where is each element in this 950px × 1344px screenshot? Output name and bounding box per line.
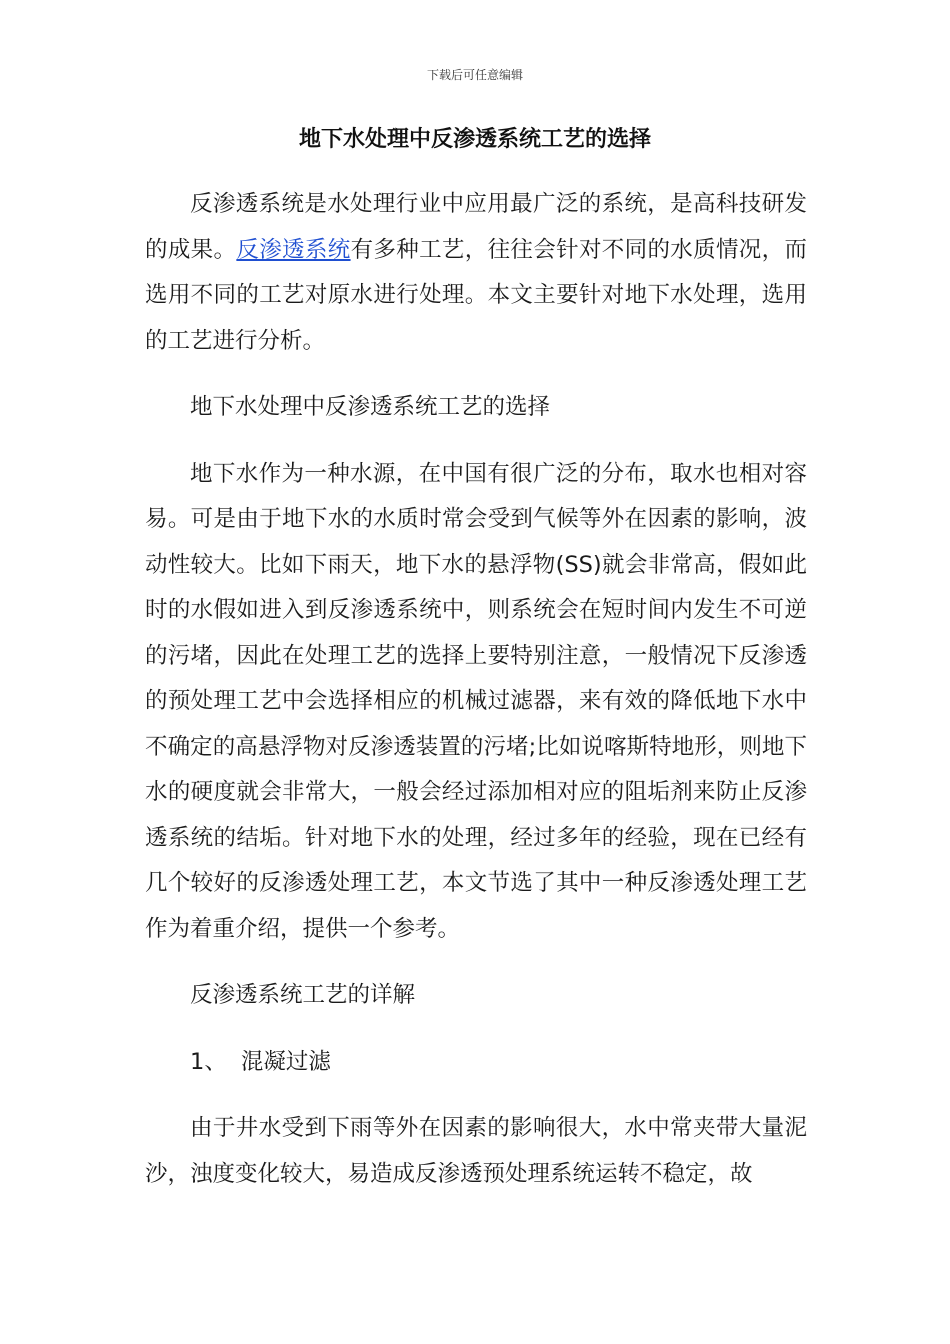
header-note: 下载后可任意编辑 <box>426 68 523 82</box>
intro-text-before-link: 反渗透系统是水处理行业中应用最广泛的系统，是高科技研发的成果。 <box>145 191 807 263</box>
list-item-number: 1、 <box>190 1048 227 1075</box>
section-heading-selection: 地下水处理中反渗透系统工艺的选择 <box>190 394 551 420</box>
coagulation-paragraph: 由于井水受到下雨等外在因素的影响很大，水中常夹带大量泥沙，浊度变化较大，易造成反渗透预处理系统运转不稳定，故 <box>145 1115 807 1187</box>
intro-paragraph <box>145 182 807 364</box>
document-title: 地下水处理中反渗透系统工艺的选择 <box>298 127 651 152</box>
intro-text-after-link: 有多种工艺，往往会针对不同的水质情况，而选用不同的工艺对原水进行处理。本文主要针对地下水处理，选用的工艺进行分析。 <box>145 236 807 354</box>
list-item-label: 混凝过滤 <box>240 1048 331 1075</box>
list-item-1 <box>145 1040 807 1086</box>
section-heading-details: 反渗透系统工艺的详解 <box>190 982 416 1008</box>
reverse-osmosis-link[interactable]: 反渗透系统 <box>236 236 351 263</box>
document-body <box>145 182 807 1197</box>
groundwater-paragraph: 地下水作为一种水源，在中国有很广泛的分布，取水也相对容易。可是由于地下水的水质时常会受到气候等外在因素的影响，波动性较大。比如下雨天，地下水的悬浮物(SS)就会非常高，假如此时的水假如进入到反渗透系统中，则系统会在短时间内发生不可逆的污堵，因此在处理工艺的选择上要特别注意，一般情况下反渗透的预处理工艺中会选择相应的机械过滤器，来有效的降低地下水中不确定的高悬浮物对反渗透装置的污堵;比如说喀斯特地形，则地下水的硬度就会非常大，一般会经过添加相对应的阻垢剂来防止反渗透系统的结垢。针对地下水的处理，经过多年的经验，现在已经有几个较好的反渗透处理工艺，本文节选了其中一种反渗透处理工艺作为着重介绍，提供一个参考。 <box>145 460 807 942</box>
